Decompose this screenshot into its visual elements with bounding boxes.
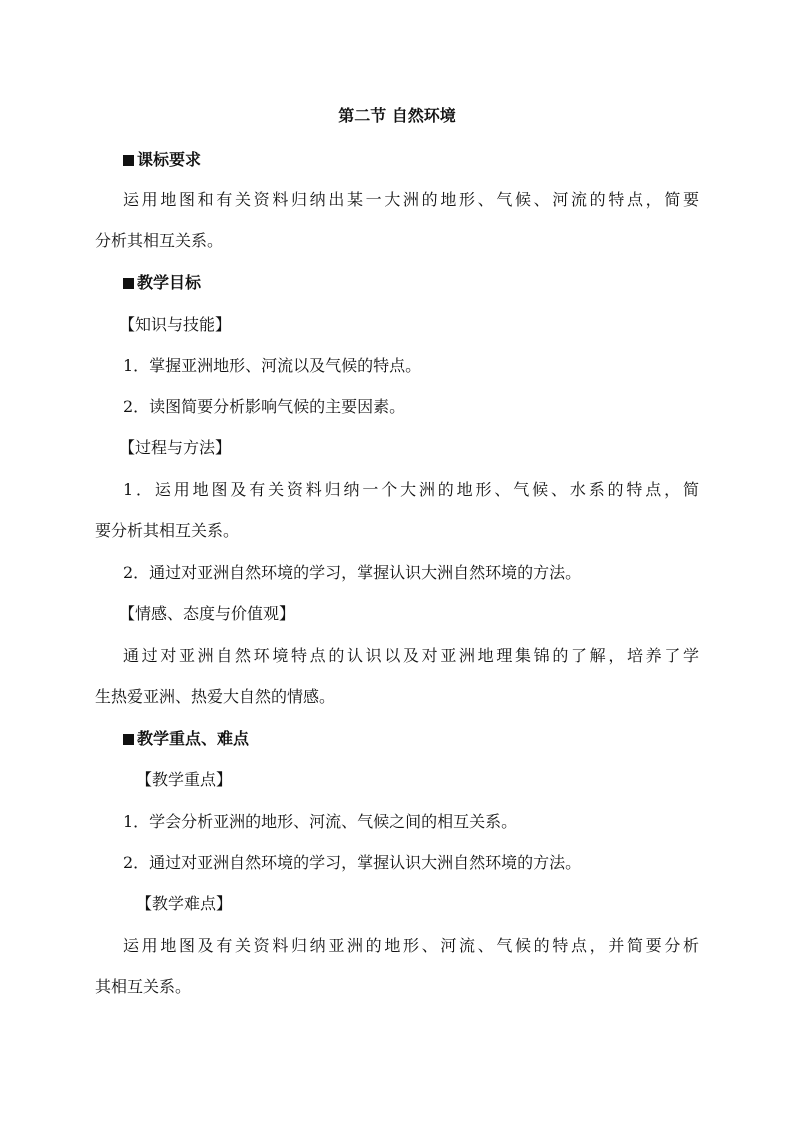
section-heading-keypoints: 教学重点、难点 (123, 729, 249, 749)
square-bullet-icon (123, 155, 134, 166)
standards-paragraph-line2: 分析其相互关系。 (95, 231, 224, 250)
difficulty-paragraph-line1: 运用地图及有关资料归纳亚洲的地形、河流、气候的特点，并简要分析 (123, 936, 699, 955)
emotion-paragraph-line2: 生热爱亚洲、热爱大自然的情感。 (95, 687, 336, 706)
knowledge-item-2: 2．读图简要分析影响气候的主要因素。 (123, 397, 406, 416)
section-heading-standards: 课标要求 (123, 150, 201, 170)
knowledge-item-1: 1．掌握亚洲地形、河流以及气候的特点。 (123, 356, 422, 375)
standards-paragraph-line1: 运用地图和有关资料归纳出某一大洲的地形、气候、河流的特点，简要 (123, 190, 699, 209)
square-bullet-icon (123, 278, 134, 289)
process-item-2: 2．通过对亚洲自然环境的学习，掌握认识大洲自然环境的方法。 (123, 563, 582, 582)
section-heading-goals: 教学目标 (123, 273, 201, 293)
subheading-difficulty: 【教学难点】 (136, 894, 233, 913)
process-item-1-line1: 1．运用地图及有关资料归纳一个大洲的地形、气候、水系的特点，简 (123, 480, 699, 499)
page-title: 第二节 自然环境 (338, 106, 456, 125)
process-item-1-line2: 要分析其相互关系。 (95, 521, 240, 540)
subheading-focus: 【教学重点】 (136, 770, 233, 789)
subheading-emotion: 【情感、态度与价值观】 (119, 604, 296, 623)
focus-item-2: 2．通过对亚洲自然环境的学习，掌握认识大洲自然环境的方法。 (123, 853, 582, 872)
emotion-paragraph-line1: 通过对亚洲自然环境特点的认识以及对亚洲地理集锦的了解，培养了学 (123, 646, 699, 665)
square-bullet-icon (123, 734, 134, 745)
focus-item-1: 1．学会分析亚洲的地形、河流、气候之间的相互关系。 (123, 812, 518, 831)
difficulty-paragraph-line2: 其相互关系。 (95, 977, 192, 996)
subheading-process: 【过程与方法】 (119, 438, 232, 457)
subheading-knowledge: 【知识与技能】 (119, 315, 232, 334)
